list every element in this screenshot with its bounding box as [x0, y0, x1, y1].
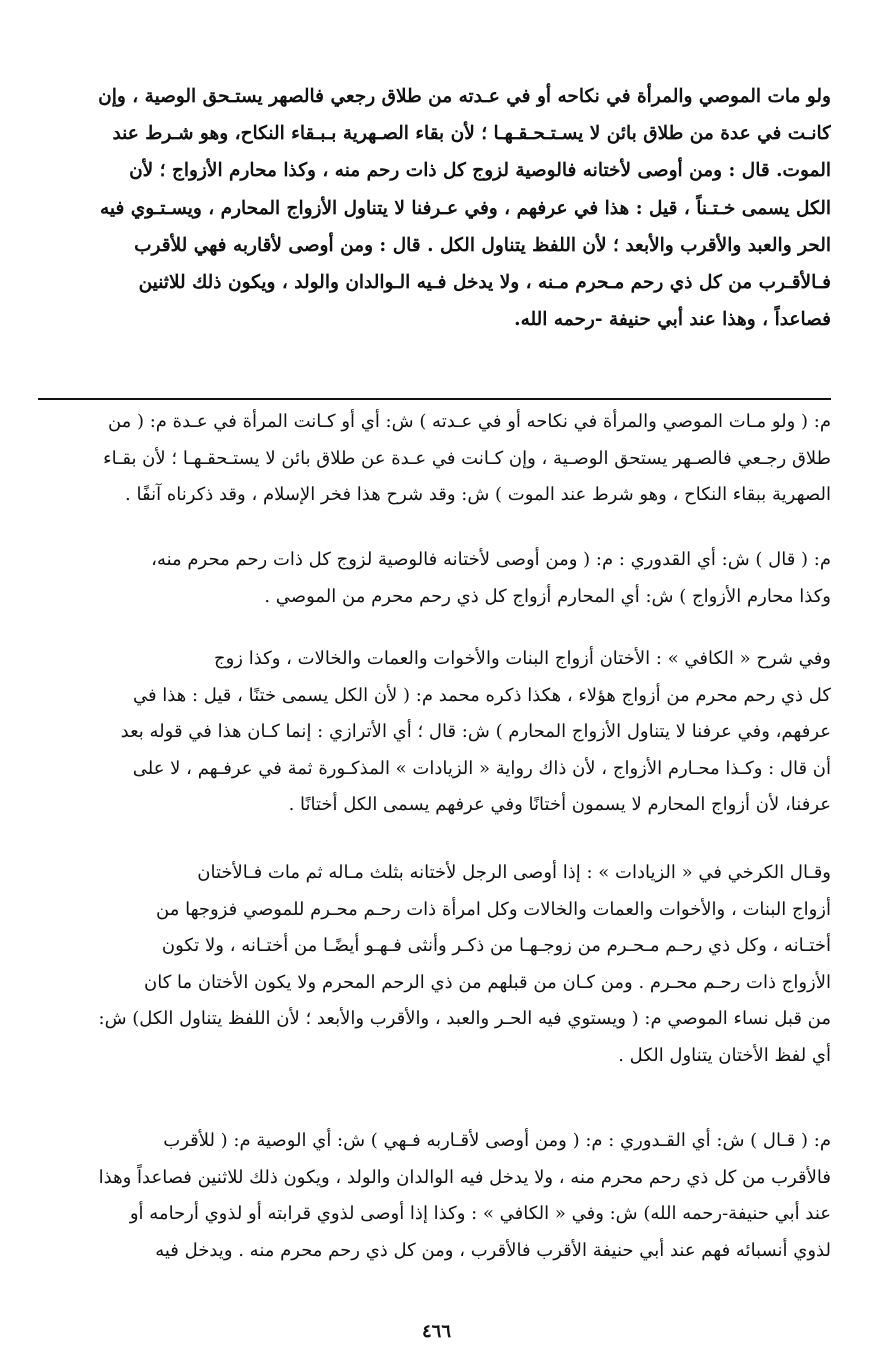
main-text-line: الكل يسمى خـتـناً ، قيل : هذا في عرفهم ، وفي عـرفنا لا يتناول الأزواج المحارم ، ويسـتـوي فيه — [99, 197, 831, 219]
main-text-line: الحر والعبد والأقرب والأبعد ؛ لأن اللفظ يتناول الكل . قال : ومن أوصى لأقاربه فهي للأقرب — [134, 234, 831, 256]
commentary-line: م: ( قـال ) ش: أي القـدوري : م: ( ومن أوصى لأقـاربه فـهي ) ش: أي الوصية م: ( للأقرب — [163, 1130, 831, 1151]
main-text-line: الموت. قال : ومن أوصى لأختانه فالوصية لزوج كل ذات رحم منه ، وكذا محارم الأزواج ؛ لأن — [129, 160, 831, 182]
main-text-line: فـالأقـرب من كل ذي رحم مـحرم مـنه ، ولا يدخل فـيه الـوالدان والولد ، ويكون ذلك للاثنين — [138, 271, 831, 293]
commentary-line: وفي شرح « الكافي » : الأختان أزواج البنات والأخوات والعمات والخالات ، وكذا زوج — [213, 648, 831, 669]
commentary-line: فالأقرب من كل ذي رحم محرم منه ، ولا يدخل فيه الوالدان والولد ، ويكون ذلك للاثنين فصاعداً وهذا — [98, 1166, 831, 1188]
commentary-line: عرفنا، لأن أزواج المحارم لا يسمون أختانًا وفي عرفهم يسمى الكل أختانًا . — [288, 794, 831, 816]
main-text — [40, 78, 831, 338]
main-text-line: ولو مات الموصي والمرأة في نكاحه أو في عـدته من طلاق رجعي فالصهر يستـحق الوصية ، وإن — [98, 86, 831, 107]
commentary-paragraph — [40, 641, 831, 824]
main-text-line: فصاعداً ، وهذا عند أبي حنيفة -رحمه الله. — [514, 309, 831, 331]
page-number: ٤٦٦ — [421, 1321, 451, 1342]
commentary-line: الأزواج ذات رحـم محـرم . ومن كـان من قبلهم من ذي الرحم المحرم ولا يكون الأختان ما كان — [143, 971, 831, 993]
commentary-line: طلاق رجـعي فالصـهر يستحق الوصـية ، وإن كـانت في عـدة عن طلاق بائن لا يستـحقـهـا ؛ لأن بقـاء — [103, 447, 831, 469]
commentary-line: م: ( قال ) ش: أي القدوري : م: ( ومن أوصى لأختانه فالوصية لزوج كل ذات رحم محرم منه، — [151, 549, 831, 570]
commentary-line: عرفهم، وفي عرفنا لا يتناول الأزواج المحارم ) ش: قال ؛ أي الأترازي : إنما كـان هذا في قوله بعد — [120, 721, 831, 743]
commentary-paragraph — [40, 855, 831, 1075]
separator-rule — [38, 398, 831, 400]
commentary-line: لذوي أنسبائه فهم عند أبي حنيفة الأقرب فالأقرب ، ومن كل ذي رحم محرم منه . ويدخل فيه — [155, 1239, 831, 1261]
commentary-line: وكذا محارم الأزواج ) ش: أي المحارم أزواج كل ذي رحم محرم من الموصي . — [264, 585, 831, 607]
commentary-paragraph — [40, 542, 831, 615]
commentary-line: الصهرية ببقاء النكاح ، وهو شرط عند الموت ) ش: وقد شرح هذا فخر الإسلام ، وقد ذكرناه آنفًا . — [125, 484, 831, 506]
commentary-line: أن قال : وكـذا محـارم الأزواج ، لأن ذاك رواية « الزيادات » المذكـورة ثمة في عرفـهم ، لا على — [132, 757, 831, 779]
commentary-line: وقـال الكرخي في « الزيادات » : إذا أوصى الرجل لأختانه بثلث مـاله ثم مات فـالأختان — [197, 862, 831, 883]
commentary-line: أزواج البنات ، والأخوات والعمات والخالات وكل امرأة ذات رحـم محـرم للموصي فزوجها من — [156, 898, 831, 920]
commentary-line: كل ذي رحم محرم من أزواج هؤلاء ، هكذا ذكره محمد م: ( لأن الكل يسمى ختنًا ، قيل : هذا في — [132, 684, 831, 706]
commentary-paragraph — [40, 1123, 831, 1269]
commentary-line: أختـانه ، وكل ذي رحـم مـحـرم من زوجـهـا من ذكـر وأنثى فـهـو أيضًـا من أختـانه ، ولا تكون — [161, 935, 831, 957]
main-text-line: كانـت في عدة من طلاق بائن لا يسـتـحـقـهـا ؛ لأن بقاء الصـهرية بـبـقاء النكاح، وهو شـرط عند — [112, 123, 831, 145]
commentary-line: من قبل نساء الموصي م: ( ويستوي فيه الحـر والعبد ، والأقرب والأبعد ؛ لأن اللفظ يتناول الكل) ش: — [98, 1008, 831, 1030]
commentary-paragraph — [40, 404, 831, 514]
commentary-line: م: ( ولو مـات الموصي والمرأة في نكاحه أو في عـدته ) ش: أي أو كـانت المرأة في عـدة م: ( من — [107, 411, 831, 432]
commentary-line: عند أبي حنيفة-رحمه الله) ش: وفي « الكافي » : وكذا إذا أوصى لذوي قرابته أو لذوي أرحامه أو — [129, 1203, 831, 1225]
commentary-line: أي لفظ الأختان يتناول الكل . — [618, 1044, 831, 1066]
